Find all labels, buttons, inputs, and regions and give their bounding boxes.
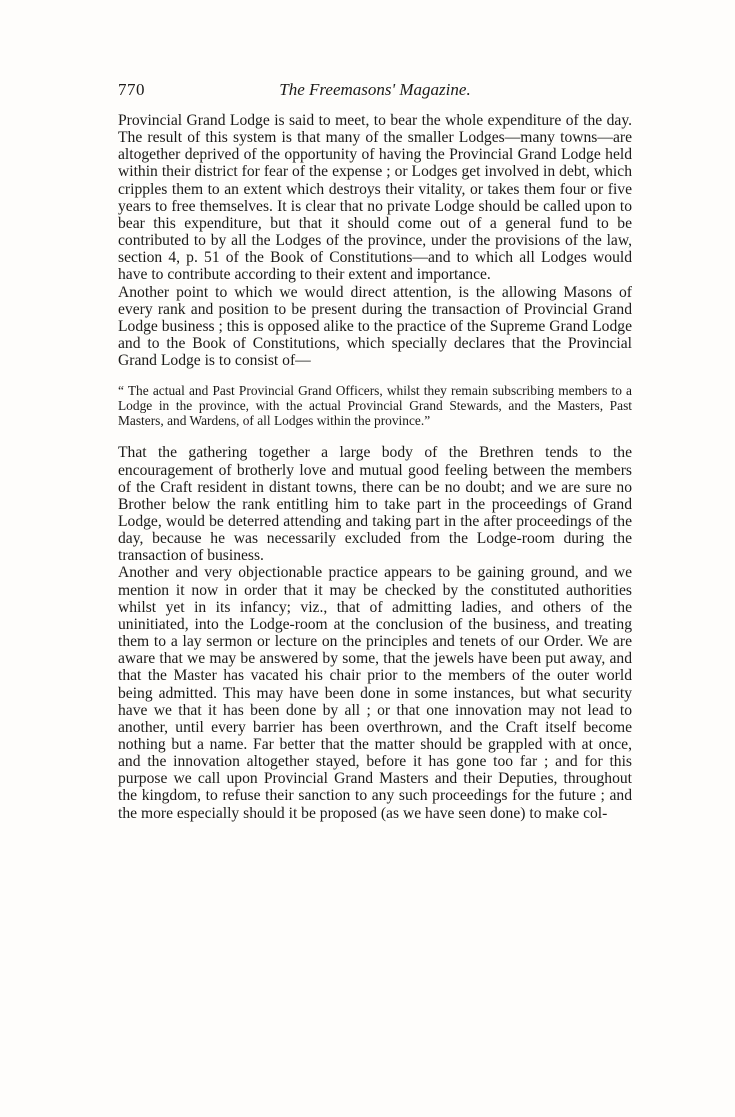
paragraph-gathering: That the gathering together a large body of the Brethren tends to the encouragement of brotherly love and mutual good feeling between the members of the Craft resident in distant towns, there can be no doubt; and we are sure no Brother below the rank entitling him to take part in the proceedings of Grand Lodge, would be deterred attending and taking part in the after proceedings of the day, because he was necessarily excluded from the Lodge-room during the transaction of business.	[118, 444, 632, 565]
paragraph-another-point: Another point to which we would direct attention, is the allowing Masons of every rank and position to be present during the transaction of Provincial Grand Lodge business ; this is opposed alike to the practice of the Supreme Grand Lodge and to the Book of Constitutions, which specially declares that the Provincial Grand Lodge is to consist of—	[118, 283, 632, 370]
page-header	[118, 80, 632, 104]
paragraph-continued: Provincial Grand Lodge is said to meet, to bear the whole expenditure of the day. The result of this system is that many of the smaller Lodges—many towns—are altogether deprived of the opportunity of having the Provincial Grand Lodge held within their district for fear of the expense ; or Lodges get involved in debt, which cripples them to an extent which destroys their vitality, or takes them four or five years to free themselves. It is clear that no private Lodge should be called upon to bear this expenditure, but that it should come out of a general fund to be contributed to by all the Lodges of the province, under the provisions of the law, section 4, p. 51 of the Book of Constitutions—and to which all Lodges would have to contribute according to their extent and importance.	[118, 112, 632, 284]
block-quotation: “ The actual and Past Provincial Grand Officers, whilst they remain subscribing members to a Lodge in the province, with the actual Provincial Grand Stewards, and the Masters, Past Masters, and Wardens, of all Lodges within the province.”	[118, 383, 632, 429]
article-body	[118, 112, 632, 822]
paragraph-objectionable-practice: Another and very objectionable practice appears to be gaining ground, and we mention it now in order that it may be checked by the constituted authorities whilst yet in its infancy; viz., that of admitting ladies, and others of the uninitiated, into the Lodge-room at the conclusion of the business, and treating them to a lay sermon or lecture on the principles and tenets of our Order. We are aware that we may be answered by some, that the jewels have been put away, and that the Master has vacated his chair prior to the members of the outer world being admitted. This may have been done in some instances, but what security have we that it has been done by all ; or that one innovation may not lead to another, until every barrier has been overthrown, and the Craft itself become nothing but a name. Far better that the matter should be grappled with at once, and the innovation altogether stayed, before it has gone too far ; and for this purpose we call upon Provincial Grand Masters and their Deputies, throughout the kingdom, to refuse their sanction to any such proceedings for the future ; and the more especially should it be proposed (as we have seen done) to make col-	[118, 564, 632, 822]
running-title: The Freemasons' Magazine.	[279, 80, 471, 99]
page-number: 770	[118, 80, 145, 99]
